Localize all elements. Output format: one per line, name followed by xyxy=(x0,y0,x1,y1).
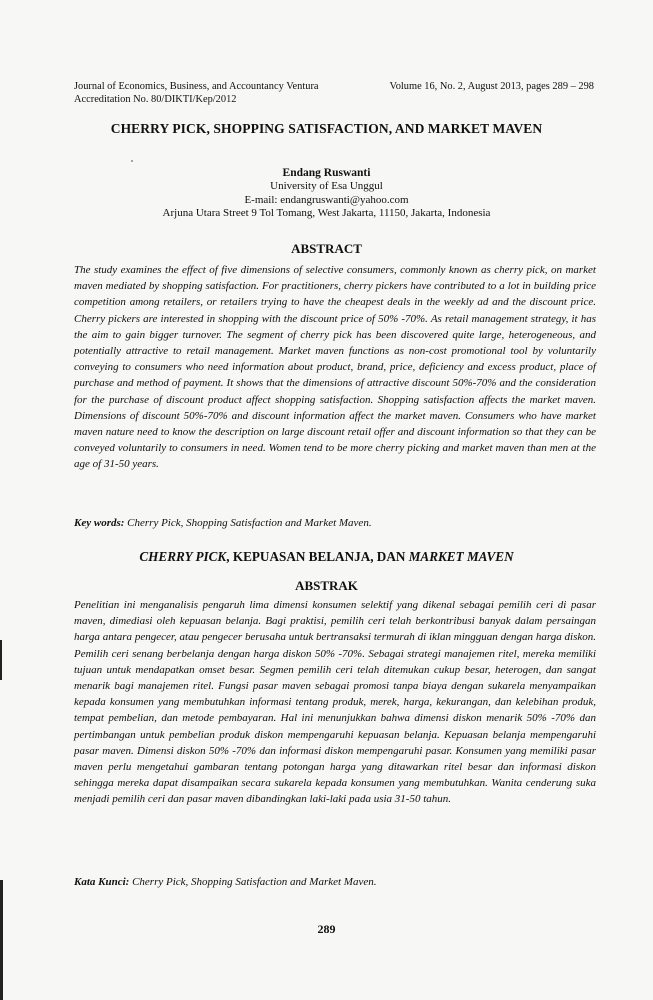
indonesian-title xyxy=(40,549,613,565)
kata-kunci-text: Cherry Pick, Shopping Satisfaction and Market Maven. xyxy=(132,876,377,888)
kata-kunci-line xyxy=(74,876,596,888)
indonesian-title-part2: , KEPUASAN BELANJA, DAN xyxy=(226,549,409,564)
page-number: 289 xyxy=(317,922,336,936)
scan-edge-mark xyxy=(0,640,2,680)
author-name: Endang Ruswanti xyxy=(282,167,371,179)
keywords-line xyxy=(74,517,596,529)
indonesian-title-part1: CHERRY PICK xyxy=(139,549,227,564)
author-email: E-mail: endangruswanti@yahoo.com xyxy=(244,193,409,206)
journal-volume: Volume 16, No. 2, August 2013, pages 289 – 298 xyxy=(389,81,594,92)
paper-title: CHERRY PICK, SHOPPING SATISFACTION, AND MARKET MAVEN xyxy=(110,121,543,136)
indonesian-title-part3: MARKET MAVEN xyxy=(408,549,514,564)
abstract-text: The study examines the effect of five dimensions of selective consumers, commonly known as cherry pick, on market maven mediated by shopping satisfaction. For practitioners, cherry pickers have contributed to a lot in building price competition among retailers, or retailers trying to have the cheapest deals in the weekly ad and the discount price. Cherry pickers are interested in shopping with the discount price of 50% -70%. As retail management strategy, it has the aim to gain bigger turnover. The segment of cherry pick has been discovered quite large, heterogeneous, and potentially attractive to retail management. Market maven functions as non-cost promotional tool by voluntarily conveying to consumers who need information about product, brand, price, deficiency and excess product, place of purchase and method of payment. It shows that the dimensions of attractive discount 50%-70% and the consideration for the purchase of discount product affect shopping satisfaction. Shopping satisfaction affects the market maven. Dimensions of discount 50%-70% and discount information affect the market maven. Consumers who have market maven nature need to know the description on large discount retail offer and discount information so that they can be conveyed voluntarily to consumers in need. Women tend to be more cherry picking and market maven than men at the age of 31-50 years. xyxy=(74,264,596,471)
scan-speck xyxy=(131,160,133,162)
keywords-text: Cherry Pick, Shopping Satisfaction and Market Maven. xyxy=(127,517,372,529)
journal-accreditation: Accreditation No. 80/DIKTI/Kep/2012 xyxy=(74,94,237,105)
scan-edge-mark xyxy=(0,880,3,1000)
keywords-label: Key words: xyxy=(74,517,125,529)
journal-header xyxy=(74,80,594,106)
author-address: Arjuna Utara Street 9 Tol Tomang, West Jakarta, 11150, Jakarta, Indonesia xyxy=(162,206,491,219)
abstrak-heading: ABSTRAK xyxy=(295,578,358,593)
kata-kunci-label: Kata Kunci: xyxy=(74,876,130,888)
author-block xyxy=(40,167,613,220)
abstract-heading: ABSTRACT xyxy=(291,241,362,256)
author-affiliation: University of Esa Unggul xyxy=(270,180,383,193)
abstrak-text: Penelitian ini menganalisis pengaruh lima dimensi konsumen selektif yang dikenal sebagai pemilih ceri di pasar maven, dimediasi oleh kepuasan belanja. Bagi praktisi, pemilih ceri telah berkontribusi banyak dalam persaingan harga antara pengecer, atau pengecer berusaha untuk bertransaksi termurah di iklan mingguan dengan harga diskon. Pemilih ceri senang berbelanja dengan harga diskon 50% -70%. Sebagai strategi manajemen ritel, mereka memiliki tujuan untuk mendapatkan omset besar. Segmen pemilih ceri telah ditemukan cukup besar, heterogen, dan sangat menarik bagi manajemen ritel. Fungsi pasar maven sebagai promosi tanpa biaya dengan sukarela menyampaikan kepada konsumen yang membutuhkan informasi tentang produk, merek, harga, kekurangan, dan kelebihan produk, tempat pembelian, dan metode pembayaran. Hal ini menunjukkan bahwa dimensi diskon menarik 50% -70% dan pertimbangan untuk pembelian produk diskon mempengaruhi kepuasan belanja. Kepuasan belanja mempengaruhi pasar maven. Dimensi diskon 50% -70% dan informasi diskon mempengaruhi pasar. Konsumen yang memiliki pasar maven perlu mengetahui gambaran tentang potongan harga yang ditawarkan ritel besar dan informasi diskon sehingga mereka dapat disampaikan secara sukarela kepada konsumen yang membutuhkan. Wanita cenderung suka menjadi pemilih ceri dan pasar maven dibandingkan laki-laki pada usia 31-50 tahun. xyxy=(74,599,596,806)
journal-name: Journal of Economics, Business, and Accountancy Ventura xyxy=(74,81,319,92)
